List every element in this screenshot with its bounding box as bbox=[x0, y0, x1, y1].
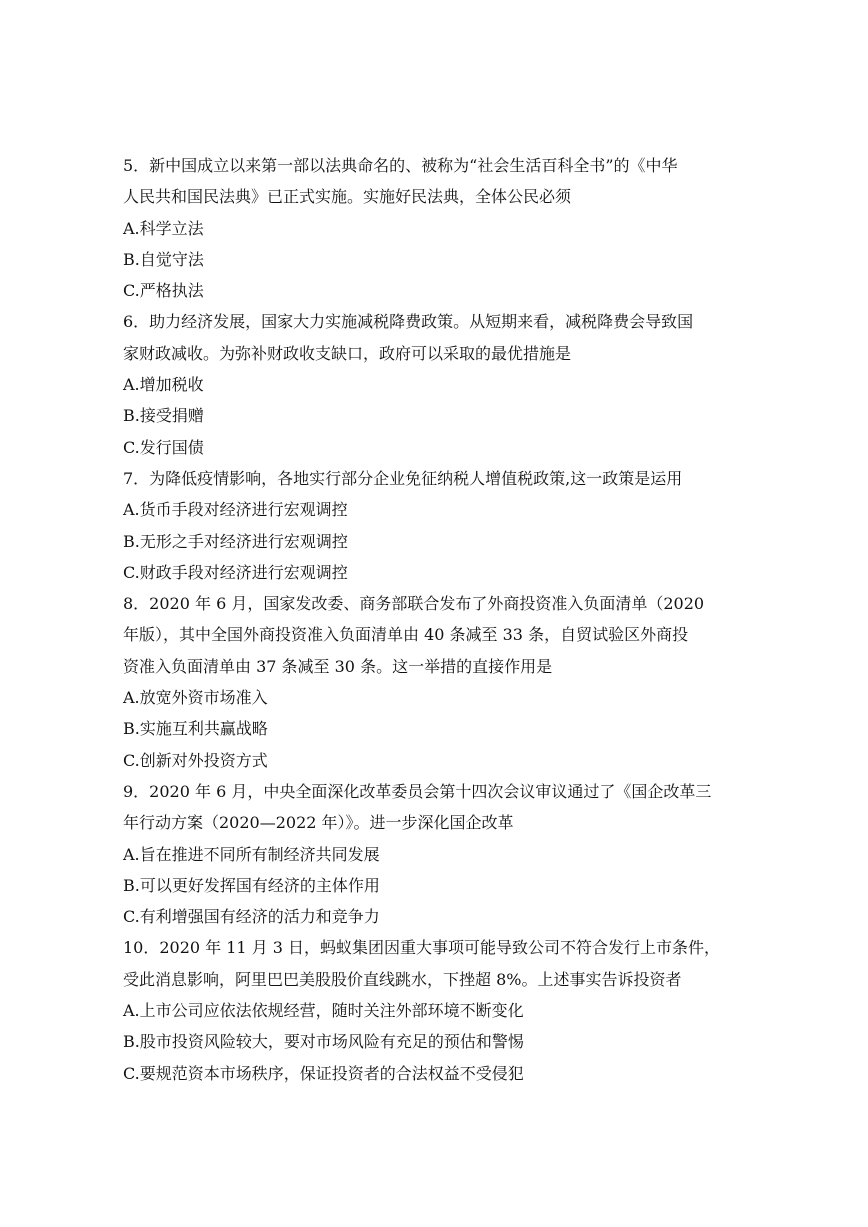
question-stem-line: 10．2020 年 11 月 3 日，蚂蚁集团因重大事项可能导致公司不符合发行上市条件， bbox=[123, 938, 721, 958]
option-b: B.实施互利共赢战略 bbox=[123, 719, 268, 739]
question-stem-line: 9．2020 年 6 月，中央全面深化改革委员会第十四次会议审议通过了《国企改革三 bbox=[123, 781, 712, 801]
question-7 bbox=[123, 463, 748, 588]
question-stem-line: 年行动方案（2020—2022 年）》。进一步深化国企改革 bbox=[123, 813, 514, 833]
option-a: A.旨在推进不同所有制经济共同发展 bbox=[123, 844, 380, 864]
question-6 bbox=[123, 306, 748, 462]
option-b: B.可以更好发挥国有经济的主体作用 bbox=[123, 875, 380, 895]
option-b: B.无形之手对经济进行宏观调控 bbox=[123, 531, 348, 551]
option-a: A.货币手段对经济进行宏观调控 bbox=[123, 500, 348, 520]
question-stem-line: 资准入负面清单由 37 条减至 30 条。这一举措的直接作用是 bbox=[123, 656, 553, 676]
document-page bbox=[123, 150, 748, 1089]
question-5 bbox=[123, 150, 748, 306]
question-stem-line: 受此消息影响，阿里巴巴美股股价直线跳水，下挫超 8%。上述事实告诉投资者 bbox=[123, 969, 682, 989]
option-a: A.增加税收 bbox=[123, 375, 204, 395]
option-a: A.放宽外资市场准入 bbox=[123, 688, 268, 708]
option-b: B.自觉守法 bbox=[123, 249, 204, 269]
option-b: B.接受捐赠 bbox=[123, 406, 204, 426]
question-9 bbox=[123, 776, 748, 932]
option-c: C.要规范资本市场秩序，保证投资者的合法权益不受侵犯 bbox=[123, 1063, 524, 1083]
option-c: C.发行国债 bbox=[123, 437, 204, 457]
option-c: C.财政手段对经济进行宏观调控 bbox=[123, 562, 348, 582]
option-c: C.创新对外投资方式 bbox=[123, 750, 268, 770]
question-stem-line: 年版），其中全国外商投资准入负面清单由 40 条减至 33 条，自贸试验区外商投 bbox=[123, 625, 689, 645]
question-stem-line: 人民共和国民法典》已正式实施。实施好民法典，全体公民必须 bbox=[123, 187, 572, 207]
option-a: A.科学立法 bbox=[123, 218, 204, 238]
question-stem-line: 家财政减收。为弥补财政收支缺口，政府可以采取的最优措施是 bbox=[123, 343, 572, 363]
question-stem-line: 6．助力经济发展，国家大力实施减税降费政策。从短期来看，减税降费会导致国 bbox=[123, 312, 694, 332]
question-stem-line: 8．2020 年 6 月，国家发改委、商务部联合发布了外商投资准入负面清单（2020 bbox=[123, 594, 705, 614]
option-c: C.有利增强国有经济的活力和竞争力 bbox=[123, 907, 380, 927]
question-stem-line: 7．为降低疫情影响，各地实行部分企业免征纳税人增值税政策,这一政策是运用 bbox=[123, 468, 683, 488]
option-a: A.上市公司应依法依规经营，随时关注外部环境不断变化 bbox=[123, 1001, 524, 1021]
question-stem-line: 5．新中国成立以来第一部以法典命名的、被称为“社会生活百科全书”的《中华 bbox=[123, 156, 678, 175]
question-8 bbox=[123, 588, 748, 776]
option-b: B.股市投资风险较大，要对市场风险有充足的预估和警惕 bbox=[123, 1032, 524, 1052]
question-10 bbox=[123, 932, 748, 1088]
option-c: C.严格执法 bbox=[123, 281, 204, 301]
